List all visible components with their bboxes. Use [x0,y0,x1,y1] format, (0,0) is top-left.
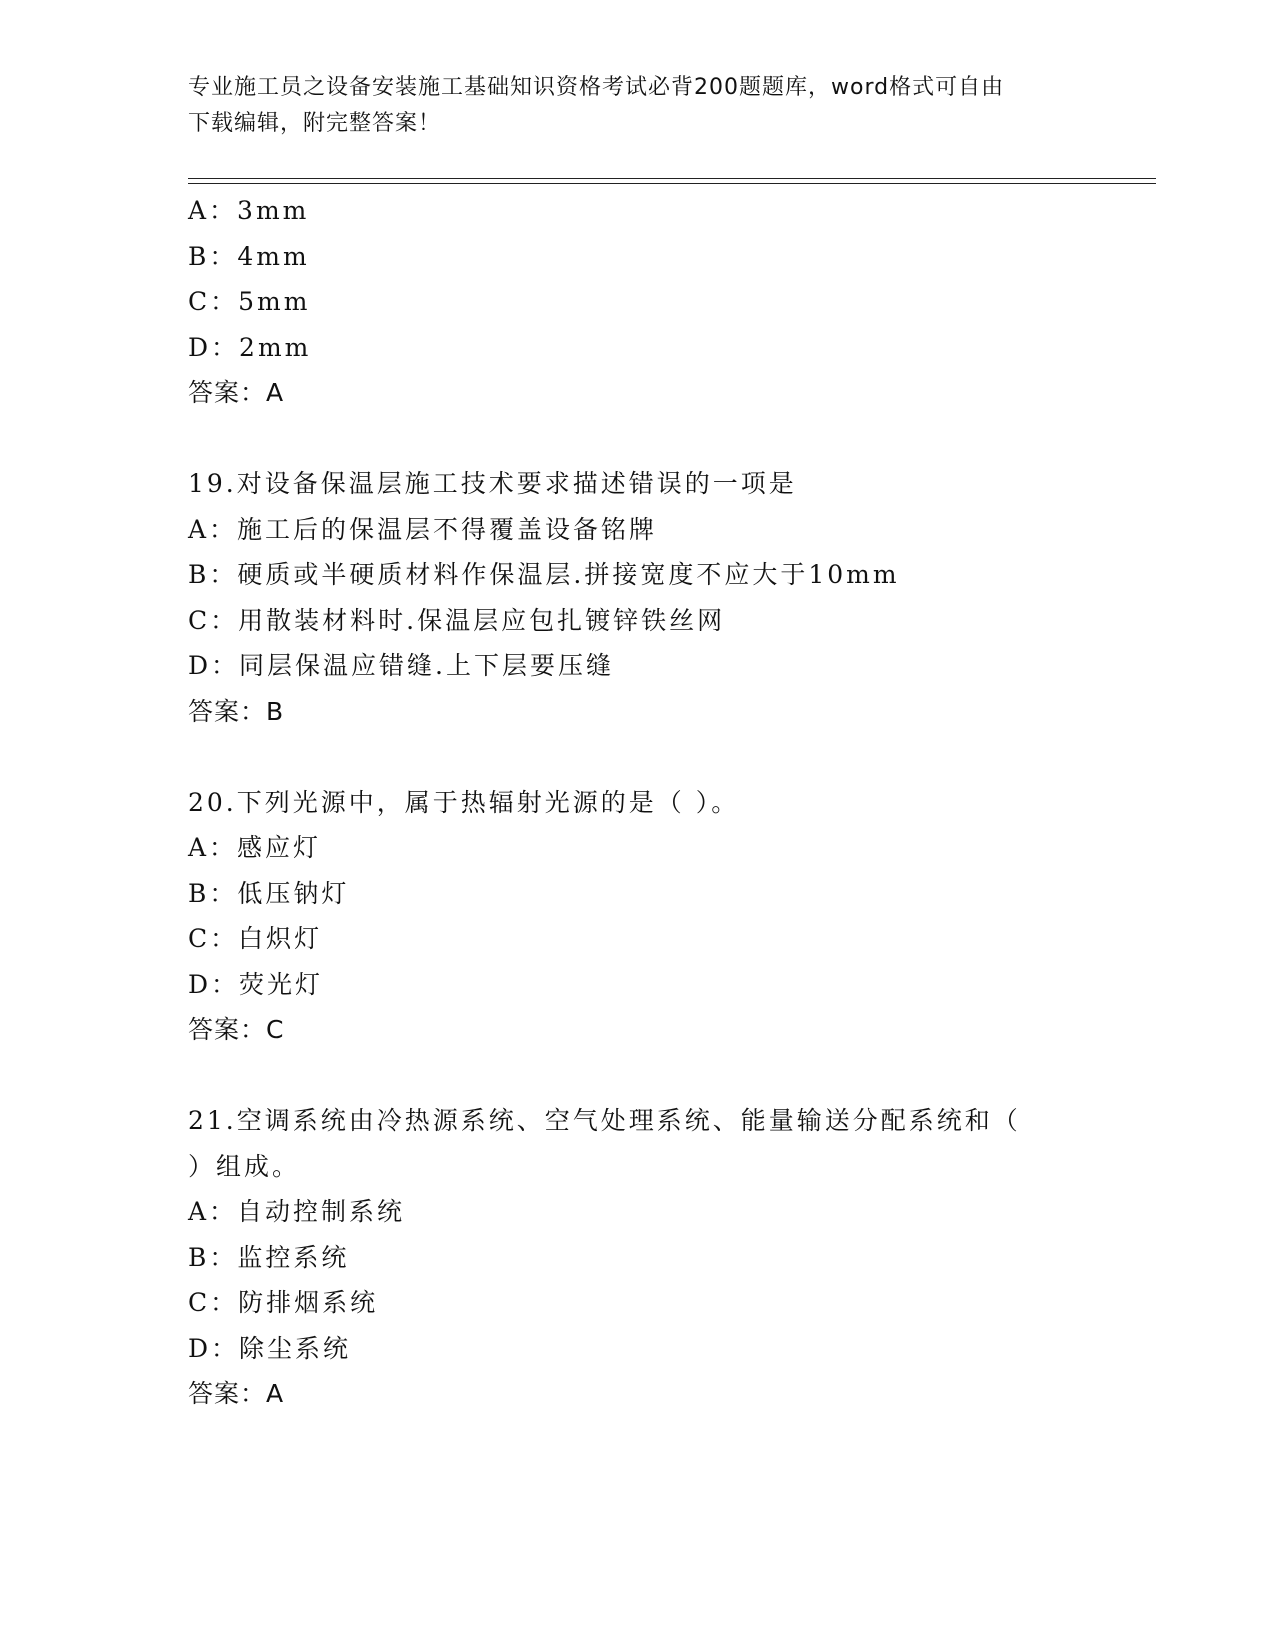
option-d: D：2mm [188,332,312,362]
header-divider-top [188,178,1156,179]
document-header [188,70,1088,142]
spacer [188,734,1156,780]
spacer [188,416,1156,462]
question-stem-line-1: 21.空调系统由冷热源系统、空气处理系统、能量输送分配系统和（ [188,1106,1021,1135]
option-c: C：白炽灯 [188,924,323,953]
option-c: C：用散装材料时.保温层应包扎镀锌铁丝网 [188,605,726,635]
option-b: B：4mm [188,241,310,271]
question-21 [188,1098,1156,1417]
question-list [188,188,1156,1417]
option-d: D：荧光灯 [188,969,324,999]
question-stem-line-2: ）组成。 [188,1151,301,1181]
header-divider-bottom [188,183,1156,184]
answer: 答案：C [188,1015,285,1044]
option-a: A：自动控制系统 [188,1197,406,1226]
option-c: C：5mm [188,287,311,316]
option-b: B：低压钠灯 [188,878,350,908]
header-line-1: 专业施工员之设备安装施工基础知识资格考试必背200题题库，word格式可自由 [188,75,1005,100]
option-a: A：施工后的保温层不得覆盖设备铭牌 [188,514,658,544]
option-b: B：监控系统 [188,1242,350,1272]
option-d: D：同层保温应错缝.上下层要压缝 [188,651,614,680]
question-19 [188,461,1156,734]
answer: 答案：A [188,1379,285,1408]
spacer [188,1053,1156,1099]
option-c: C：防排烟系统 [188,1288,379,1317]
option-a: A：感应灯 [188,833,322,862]
question-20 [188,780,1156,1053]
question-stem: 20.下列光源中，属于热辐射光源的是（ ）。 [188,787,740,817]
answer: 答案：A [188,378,285,407]
question-stem: 19.对设备保温层施工技术要求描述错误的一项是 [188,469,797,498]
option-a: A：3mm [188,196,310,225]
option-d: D：除尘系统 [188,1333,352,1363]
option-b: B：硬质或半硬质材料作保温层.拼接宽度不应大于10mm [188,560,900,589]
answer: 答案：B [188,696,285,726]
question-18 [188,188,1156,416]
header-line-2: 下载编辑，附完整答案！ [188,111,442,136]
